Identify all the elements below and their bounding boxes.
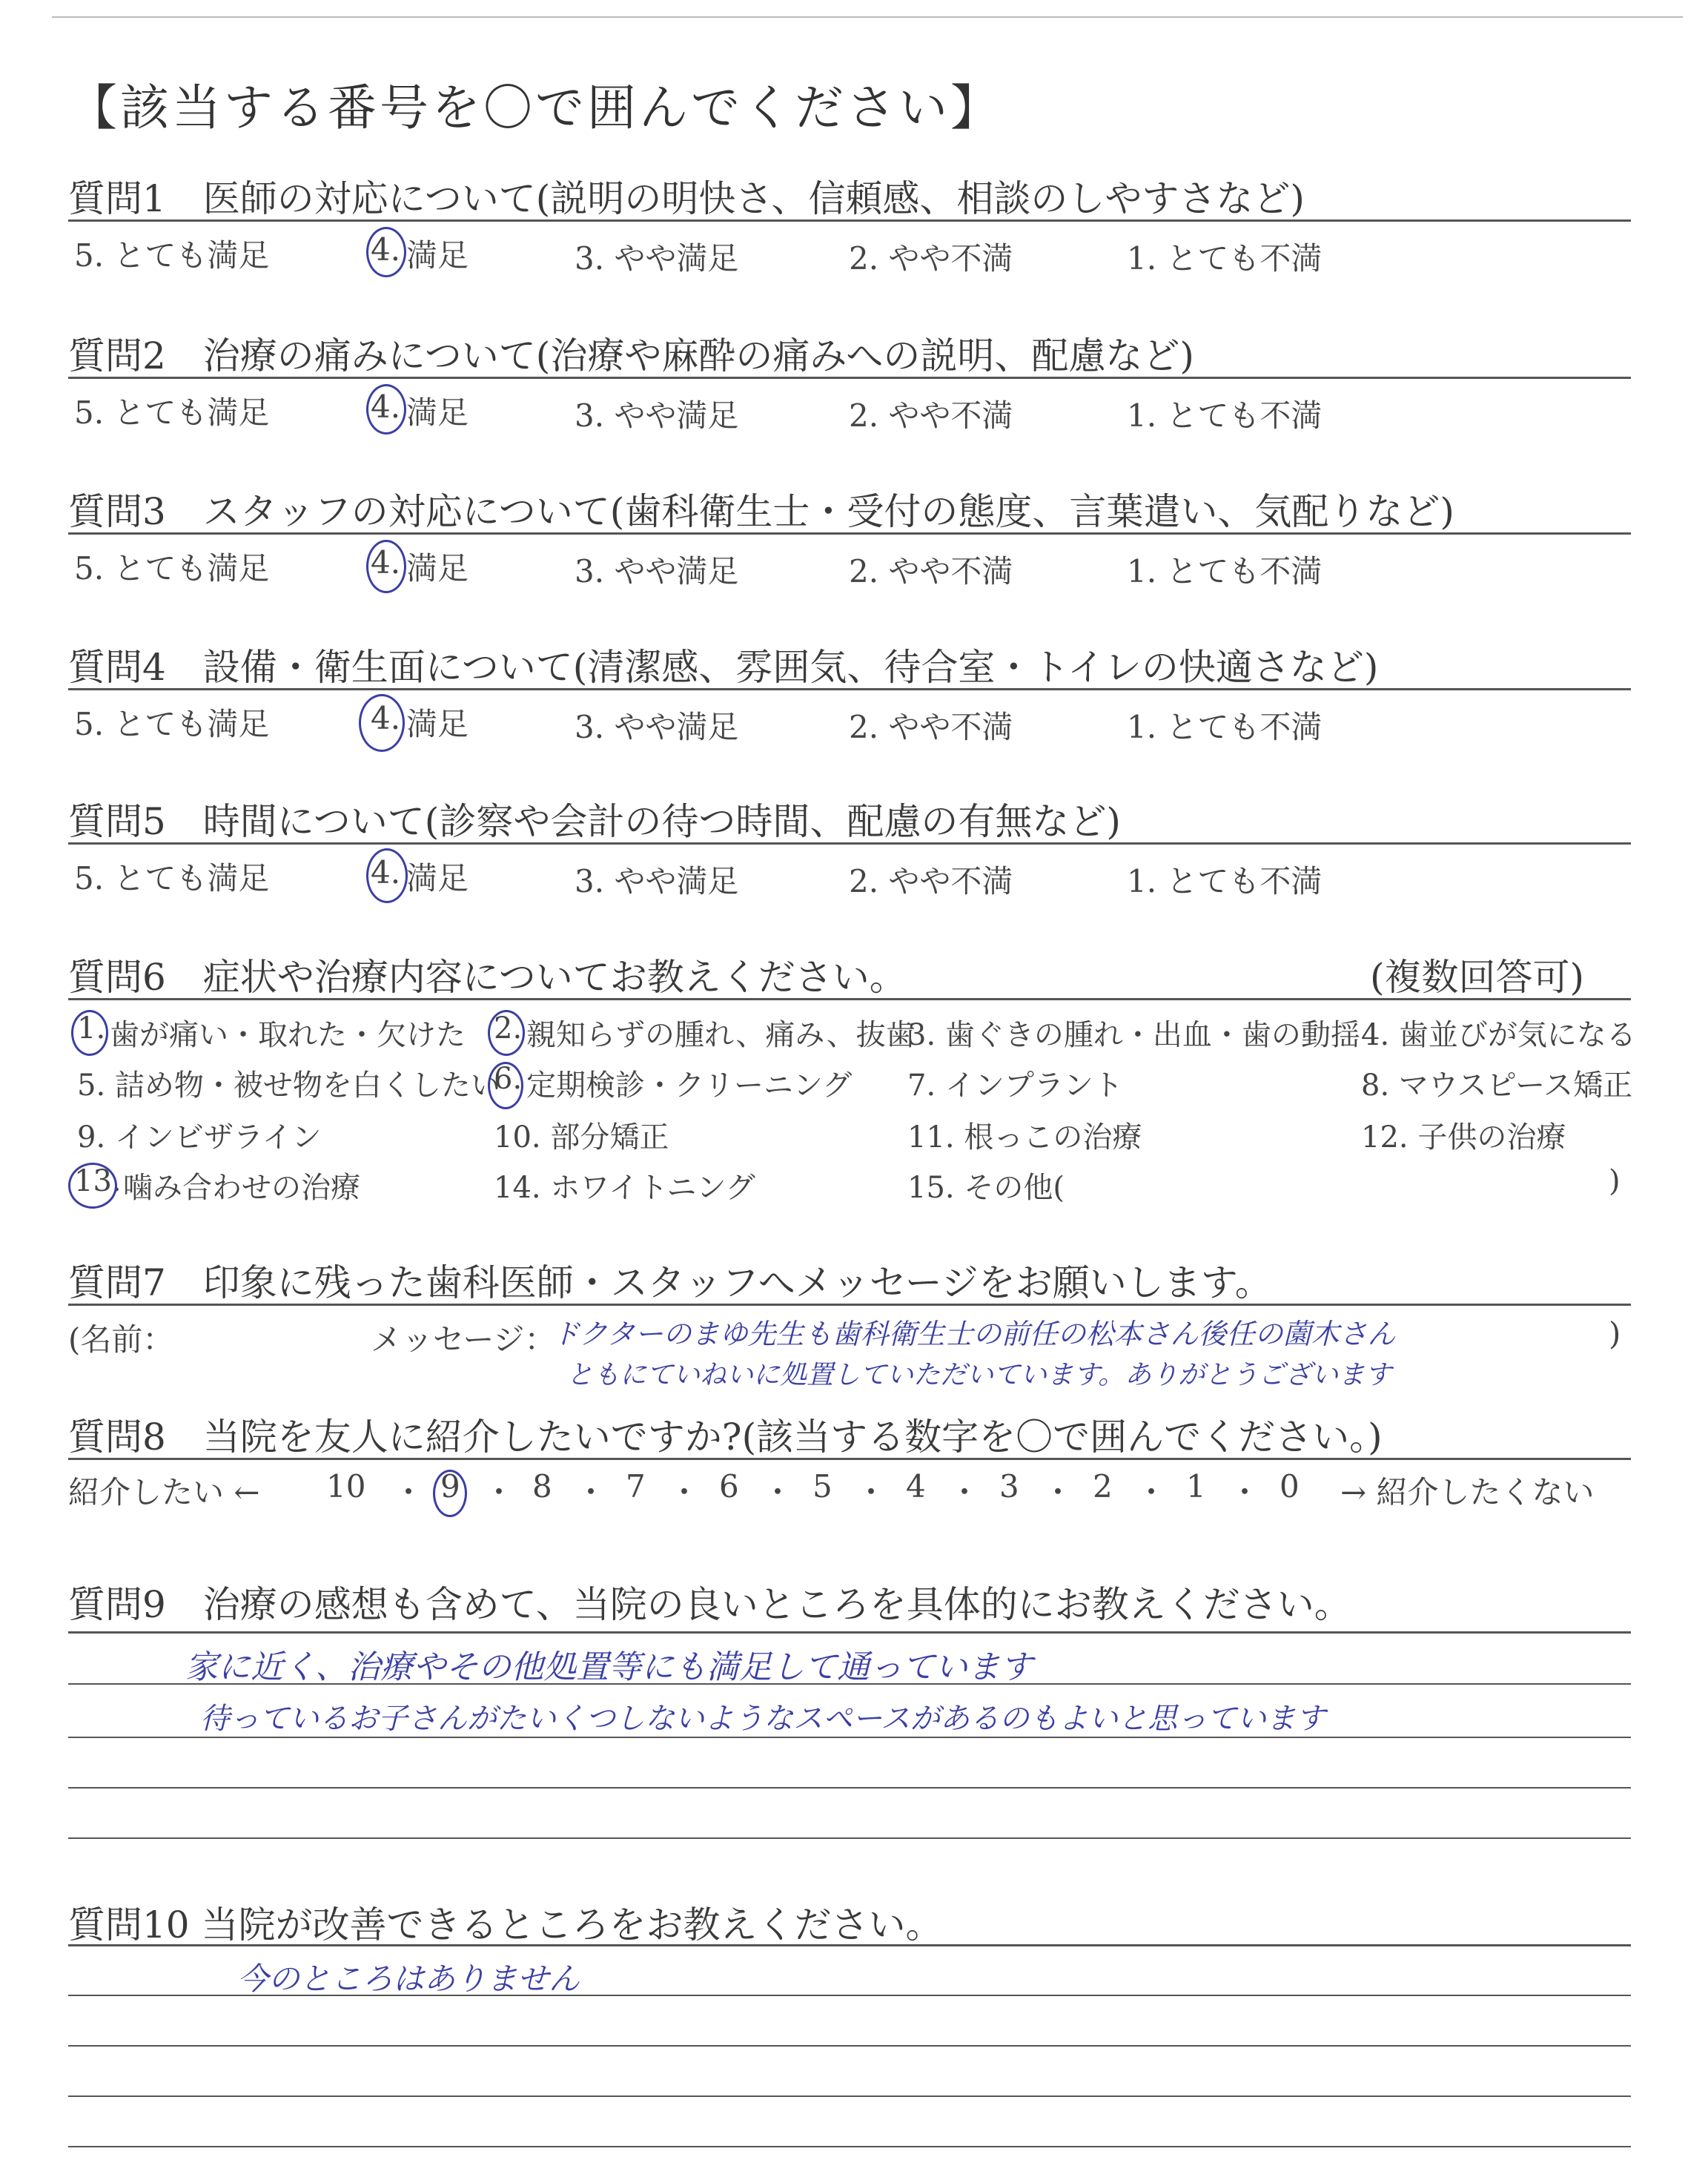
option-4-number[interactable]: 4. (371, 700, 401, 736)
handwritten-answer-line-1: 家に近く、治療やその他処置等にも満足して通っています (185, 1648, 1033, 1686)
scale-9[interactable]: 9 (440, 1468, 460, 1505)
option-somewhat-satisfied[interactable]: 3. やや満足 (575, 709, 739, 745)
answer-line (68, 1837, 1631, 1839)
option-somewhat-dissatisfied[interactable]: 2. やや不満 (849, 553, 1013, 589)
option-wisdom-tooth[interactable]: 親知らずの腫れ、痛み、抜歯 (526, 1018, 916, 1052)
option-very-dissatisfied[interactable]: 1. とても不満 (1127, 863, 1323, 899)
option-4-number[interactable]: 4. (371, 544, 401, 581)
question-3-heading: 質問3 スタッフの対応について(歯科衛生士・受付の態度、言葉遣い、気配りなど) (68, 490, 1454, 533)
option-somewhat-dissatisfied[interactable]: 2. やや不満 (849, 863, 1013, 899)
option-4-number[interactable]: 4. (371, 854, 401, 891)
handwritten-answer-line-2: 待っているお子さんがたいくつしないようなスペースがあるのもよいと思っています (200, 1702, 1325, 1736)
option-implant[interactable]: 7. インプラント (907, 1069, 1123, 1103)
question-7-rule (68, 1304, 1631, 1306)
option-checkup-cleaning[interactable]: 定期検診・クリーニング (526, 1069, 853, 1103)
option-somewhat-dissatisfied[interactable]: 2. やや不満 (849, 240, 1013, 277)
name-label: (名前： (68, 1321, 174, 1358)
question-2-rule (68, 377, 1631, 379)
option-very-dissatisfied[interactable]: 1. とても不満 (1127, 397, 1323, 434)
option-somewhat-dissatisfied[interactable]: 2. やや不満 (849, 709, 1013, 745)
selection-circle (433, 1470, 467, 1517)
question-6-heading: 質問6 症状や治療内容についてお教えください。 (68, 956, 907, 999)
option-number[interactable]: 13. (74, 1164, 122, 1198)
question-6-rule (68, 998, 1631, 1000)
answer-line (68, 1787, 1631, 1789)
selection-circle (488, 1062, 523, 1109)
option-somewhat-satisfied[interactable]: 3. やや満足 (575, 240, 739, 277)
option-very-satisfied[interactable]: 5. とても満足 (74, 860, 270, 896)
selection-circle (71, 1010, 108, 1056)
option-invisalign[interactable]: 9. インビザライン (77, 1120, 322, 1155)
answer-line (68, 2146, 1631, 2147)
scale-dot: ・ (762, 1474, 794, 1510)
option-root-canal[interactable]: 11. 根っこの治療 (907, 1120, 1142, 1155)
scale-5[interactable]: 5 (812, 1468, 833, 1505)
scale-6[interactable]: 6 (719, 1468, 739, 1505)
recommend-left-label: 紹介したい ← (68, 1474, 260, 1510)
option-very-satisfied[interactable]: 5. とても満足 (74, 237, 270, 274)
option-somewhat-satisfied[interactable]: 3. やや満足 (575, 863, 739, 899)
question-7-heading: 質問7 印象に残った歯科医師・スタッフへメッセージをお願いします。 (68, 1261, 1272, 1304)
handwritten-answer-line-1: 今のところはありません (237, 1961, 580, 1997)
answer-line (68, 1737, 1631, 1738)
option-white-fillings[interactable]: 5. 詰め物・被せ物を白くしたい (77, 1069, 500, 1103)
option-somewhat-dissatisfied[interactable]: 2. やや不満 (849, 397, 1013, 434)
scale-10[interactable]: 10 (326, 1468, 366, 1505)
option-mouthpiece[interactable]: 8. マウスピース矯正 (1361, 1069, 1633, 1103)
question-5-heading: 質問5 時間について(診察や会計の待つ時間、配慮の有無など) (68, 800, 1121, 843)
question-1-heading: 質問1 医師の対応について(説明の明快さ、信頼感、相談のしやすさなど) (68, 177, 1305, 220)
selection-circle (359, 694, 405, 752)
scale-7[interactable]: 7 (626, 1468, 646, 1505)
message-close-paren: ) (1609, 1315, 1621, 1352)
option-somewhat-satisfied[interactable]: 3. やや満足 (575, 397, 739, 434)
scale-dot: ・ (483, 1474, 515, 1510)
option-satisfied[interactable]: 満足 (406, 550, 469, 587)
answer-line (68, 2045, 1631, 2047)
option-satisfied[interactable]: 満足 (406, 237, 469, 274)
question-3-rule (68, 532, 1631, 535)
option-gum-swelling[interactable]: 3. 歯ぐきの腫れ・出血・歯の動揺 (907, 1018, 1360, 1052)
selection-circle (366, 384, 406, 435)
selection-circle (366, 848, 408, 903)
option-somewhat-satisfied[interactable]: 3. やや満足 (575, 553, 739, 589)
question-2-heading: 質問2 治療の痛みについて(治療や麻酔の痛みへの説明、配慮など) (68, 334, 1194, 377)
option-satisfied[interactable]: 満足 (406, 860, 469, 896)
recommend-right-label: → 紹介したくない (1340, 1474, 1595, 1510)
answer-line (68, 1683, 1631, 1685)
option-alignment[interactable]: 4. 歯並びが気になる (1361, 1018, 1636, 1052)
handwritten-message-line-1: ドクターのまゆ先生も歯科衛生士の前任の松本さん後任の薗木さん (552, 1318, 1396, 1350)
selection-circle (68, 1163, 117, 1209)
message-label: メッセージ： (371, 1321, 556, 1358)
scale-dot: ・ (1229, 1474, 1261, 1510)
option-number[interactable]: 2. (494, 1011, 523, 1046)
handwritten-message-line-2: ともにていねいに処置していただいています。ありがとうございます (566, 1360, 1392, 1390)
option-bite[interactable]: 噛み合わせの治療 (123, 1171, 360, 1205)
scale-dot: ・ (669, 1474, 701, 1510)
option-4-number[interactable]: 4. (371, 231, 401, 268)
option-number[interactable]: 1. (77, 1011, 106, 1046)
selection-circle (488, 1010, 525, 1056)
question-6-note: (複数回答可) (1370, 956, 1585, 999)
question-8-rule (68, 1458, 1631, 1460)
option-very-dissatisfied[interactable]: 1. とても不満 (1127, 240, 1323, 277)
question-1-rule (68, 219, 1631, 222)
option-very-satisfied[interactable]: 5. とても満足 (74, 706, 270, 742)
page-top-border (52, 16, 1683, 24)
scale-0[interactable]: 0 (1280, 1468, 1300, 1505)
option-toothache[interactable]: 歯が痛い・取れた・欠けた (110, 1018, 466, 1052)
option-satisfied[interactable]: 満足 (406, 706, 469, 742)
scale-dot: ・ (855, 1474, 887, 1510)
question-4-rule (68, 688, 1631, 690)
question-10-heading: 質問10 当院が改善できるところをお教えください。 (68, 1903, 943, 1946)
question-9-heading: 質問9 治療の感想も含めて、当院の良いところを具体的にお教えください。 (68, 1583, 1351, 1626)
page-title: 【該当する番号を〇で囲んでください】 (68, 79, 1002, 136)
option-very-satisfied[interactable]: 5. とても満足 (74, 394, 270, 431)
option-4-number[interactable]: 4. (371, 389, 401, 425)
answer-line (68, 2095, 1631, 2097)
scale-dot: ・ (1136, 1474, 1168, 1510)
answer-line (68, 1631, 1631, 1634)
option-partial-orthodontics[interactable]: 10. 部分矯正 (494, 1120, 669, 1155)
selection-circle (366, 227, 406, 277)
answer-line (68, 1944, 1631, 1946)
scale-1[interactable]: 1 (1186, 1468, 1206, 1505)
selection-circle (366, 540, 406, 593)
option-very-dissatisfied[interactable]: 1. とても不満 (1127, 553, 1323, 589)
scale-dot: ・ (1042, 1474, 1074, 1510)
scale-4[interactable]: 4 (906, 1468, 926, 1505)
scale-dot: ・ (949, 1474, 981, 1510)
answer-line (68, 1995, 1631, 1996)
scale-dot: ・ (575, 1474, 607, 1510)
option-whitening[interactable]: 14. ホワイトニング (494, 1171, 755, 1205)
option-number[interactable]: 6. (494, 1062, 523, 1096)
question-4-heading: 質問4 設備・衛生面について(清潔感、雰囲気、待合室・トイレの快適さなど) (68, 646, 1379, 689)
option-very-dissatisfied[interactable]: 1. とても不満 (1127, 709, 1323, 745)
scale-2[interactable]: 2 (1093, 1468, 1113, 1505)
other-close-paren: ) (1609, 1164, 1621, 1198)
scale-3[interactable]: 3 (999, 1468, 1019, 1505)
question-5-rule (68, 842, 1631, 845)
option-child-treatment[interactable]: 12. 子供の治療 (1361, 1120, 1566, 1155)
option-other[interactable]: 15. その他( (907, 1171, 1065, 1205)
scale-8[interactable]: 8 (532, 1468, 552, 1505)
option-satisfied[interactable]: 満足 (406, 394, 469, 431)
scale-dot: ・ (393, 1474, 425, 1510)
question-8-heading: 質問8 当院を友人に紹介したいですか?(該当する数字を〇で囲んでください。) (68, 1416, 1383, 1459)
option-very-satisfied[interactable]: 5. とても満足 (74, 550, 270, 587)
